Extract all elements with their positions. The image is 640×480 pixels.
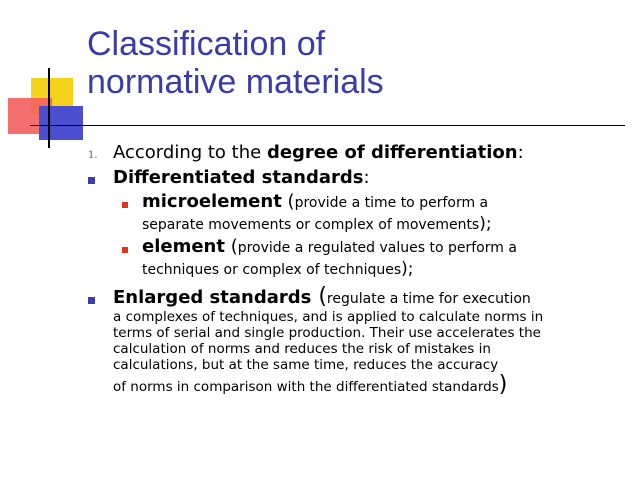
item3-text-line: calculations, but at the same time, reduces the accuracy [113,357,499,373]
item2-bold: Differentiated standards [113,167,364,188]
sub2-bold: element [142,236,225,257]
sub-item-element [142,236,517,257]
item1-suffix: : [517,142,524,163]
sub1-paren: ( [281,191,295,212]
item3-text-line: terms of serial and single production. Their use accelerates the [113,325,541,341]
bullet-square-icon [88,297,95,304]
bullet-square-icon [88,177,95,184]
item3-last-text: of norms in comparison with the differentiated standards [113,379,499,395]
item3-paren: ( [311,284,327,309]
item3-line1: regulate a time for execution [326,291,531,307]
item3-text-line: a complexes of techniques, and is applied to calculate norms in [113,309,544,325]
sub-bullet-square-icon [122,247,128,253]
sub1-close: ); [479,214,492,234]
list-item-degree [113,142,524,163]
list-item-differentiated [113,167,370,188]
item2-suffix: : [363,167,370,188]
sub1-line2: separate movements or complex of movements [142,217,480,233]
sub2-line2: techniques or complex of techniques [142,262,402,278]
list-number-1: 1. [88,150,98,161]
sub1-line1: provide a time to perform a [294,195,489,211]
sub-item-microelement [142,191,488,212]
sub1-bold: microelement [142,191,282,212]
list-item-enlarged [113,284,531,309]
item3-text-line: calculation of norms and reduces the risk of mistakes in [113,341,491,357]
sub2-line1: provide a regulated values to perform a [237,240,517,256]
sub-bullet-square-icon [122,202,128,208]
title-line-1: Classification of [87,25,326,63]
title-line-2: normative materials [87,63,384,101]
sub2-paren: ( [224,236,238,257]
item3-close: ) [498,372,508,397]
item3-bold: Enlarged standards [113,287,312,308]
item1-bold: degree of differentiation [266,142,518,163]
sub-item-microelement-cont [142,214,492,234]
item1-prefix: According to the [113,142,267,163]
item3-last-line [113,372,507,397]
sub-item-element-cont [142,259,414,279]
sub2-close: ); [401,259,414,279]
